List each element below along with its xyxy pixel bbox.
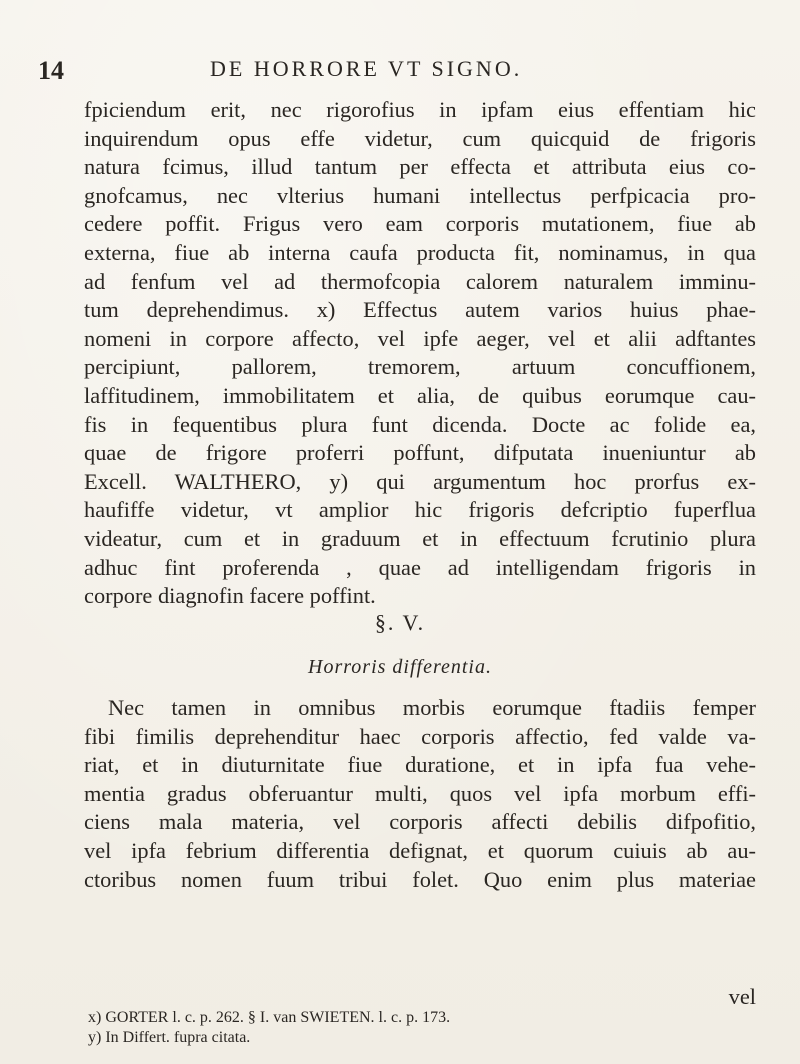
text-line: videatur, cum et in graduum et in effectuum fcrutinio plura xyxy=(84,525,756,551)
footnotes xyxy=(88,1008,748,1048)
text-line: laffitudinem, immobilitatem et alia, de quibus eorumque cau- xyxy=(84,382,756,408)
text-line: corpore diagnofin facere poffint. xyxy=(84,583,376,609)
text-line: vel ipfa febrium differentia defignat, et quorum cuiuis ab au- xyxy=(84,837,756,863)
text-line: haufiffe videtur, vt amplior hic frigoris defcriptio fuperflua xyxy=(84,497,756,523)
text-line: riat, et in diuturnitate fiue duratione, et in ipfa fua vehe- xyxy=(84,752,756,778)
text-line: nomeni in corpore affecto, vel ipfe aeger, vel et alii adftantes xyxy=(84,325,756,351)
text-line: quae de frigore proferri poffunt, difputata inueniuntur ab xyxy=(84,440,756,466)
catchword: vel xyxy=(728,984,756,1009)
page-number: 14 xyxy=(38,56,64,85)
text-line: Nec tamen in omnibus morbis eorumque ftadiis femper xyxy=(108,695,756,720)
footnote-x: x) GORTER l. c. p. 262. § I. van SWIETEN. l. c. p. 173. xyxy=(88,1009,451,1026)
text-line: adhuc fint proferenda , quae ad intelligendam frigoris in xyxy=(84,554,756,580)
text-line: gnofcamus, nec vlterius humani intellectus perfpicacia pro- xyxy=(84,182,756,208)
text-line: fpiciendum erit, nec rigorofius in ipfam eius effentiam hic xyxy=(84,97,756,122)
text-line: fibi fimilis deprehenditur haec corporis affectio, fed valde va- xyxy=(84,723,756,749)
text-line: externa, fiue ab interna caufa producta fit, nominamus, in qua xyxy=(84,239,756,265)
text-line: ciens mala materia, vel corporis affecti debilis difpofitio, xyxy=(84,809,756,835)
text-line: cedere poffit. Frigus vero eam corporis mutationem, fiue ab xyxy=(84,211,756,237)
running-head: DE HORRORE VT SIGNO. xyxy=(210,56,523,81)
text-line: ctoribus nomen fuum tribui folet. Quo enim plus materiae xyxy=(84,866,756,892)
text-line: inquirendum opus effe videtur, cum quicquid de frigoris xyxy=(84,125,756,151)
text-line: Excell. WALTHERO, y) qui argumentum hoc prorfus ex- xyxy=(84,468,756,494)
paragraph-2 xyxy=(84,694,756,894)
section-title: Horroris differentia. xyxy=(308,656,492,678)
footnote-y: y) In Differt. fupra citata. xyxy=(88,1029,251,1046)
text-line: percipiunt, pallorem, tremorem, artuum concuffionem, xyxy=(84,354,756,380)
text-line: ad fenfum vel ad thermofcopia calorem naturalem imminu- xyxy=(84,268,756,294)
section-number: §. V. xyxy=(374,610,426,635)
text-line: mentia gradus obferuantur multi, quos vel ipfa morbum effi- xyxy=(84,780,756,806)
text-line: tum deprehendimus. x) Effectus autem varios huius phae- xyxy=(84,297,756,323)
paragraph-1 xyxy=(84,96,756,611)
text-line: natura fcimus, illud tantum per effecta et attributa eius co- xyxy=(84,154,756,180)
text-line: fis in fequentibus plura funt dicenda. Docte ac folide ea, xyxy=(84,411,756,437)
